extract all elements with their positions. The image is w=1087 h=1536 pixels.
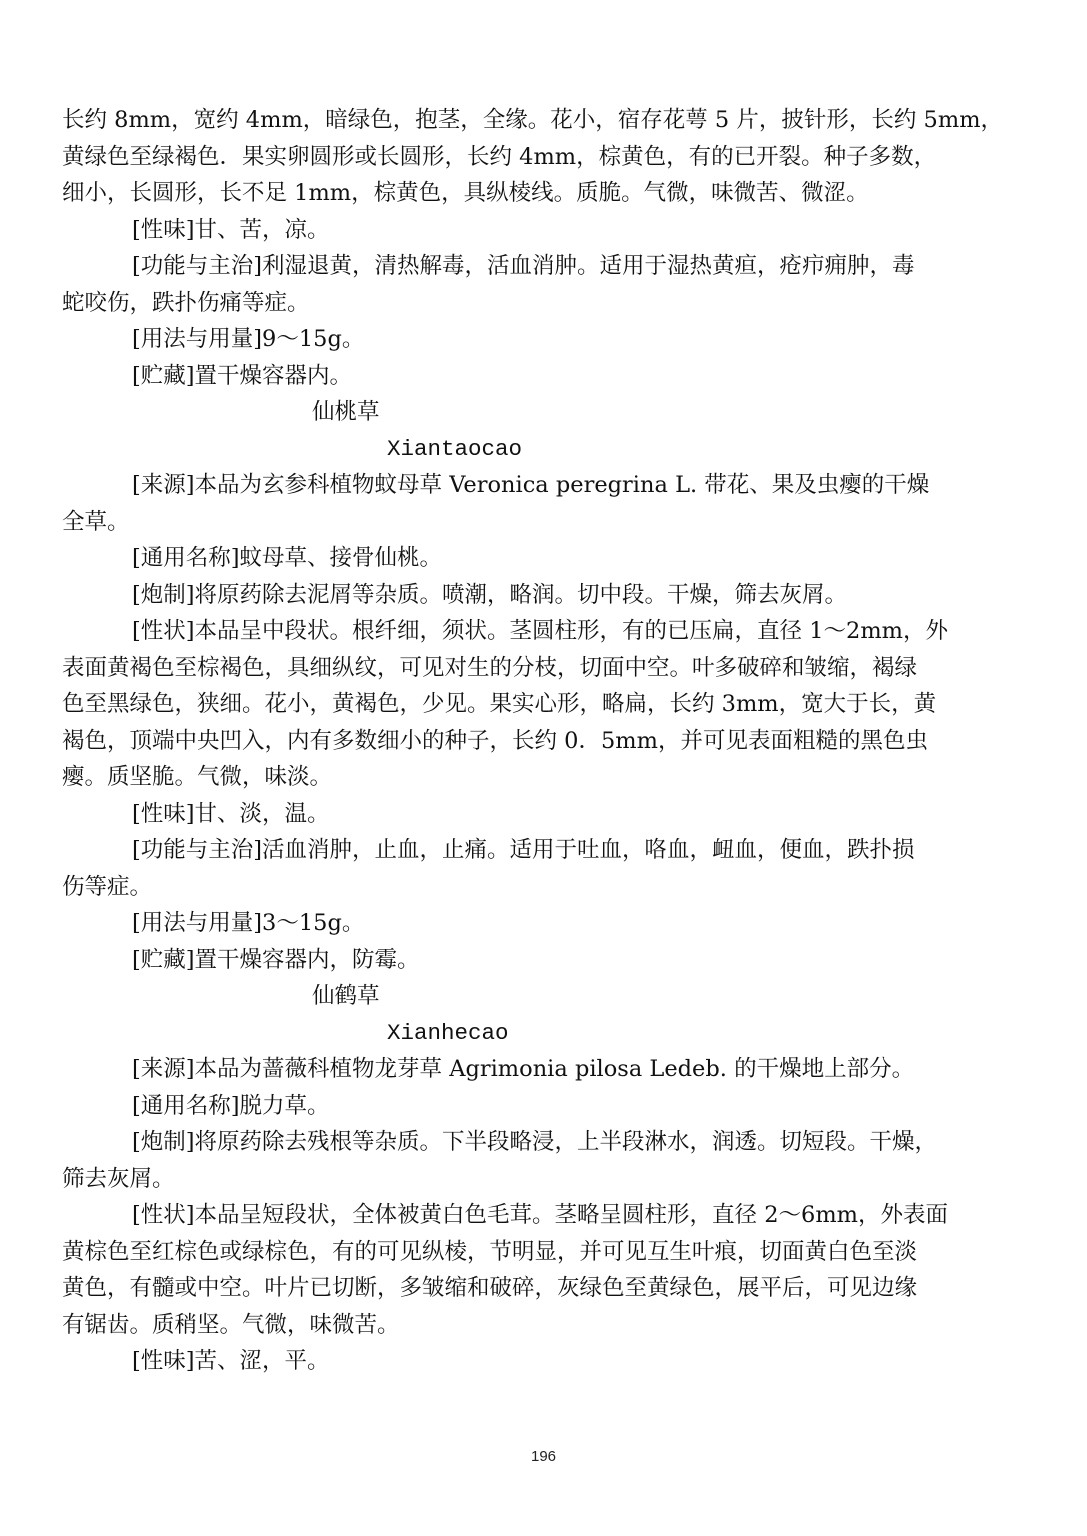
paragraph-line: [炮制]将原药除去泥屑等杂质。喷潮，略润。切中段。干燥，筛去灰屑。	[132, 581, 848, 608]
paragraph-line: 瘿。质坚脆。气微，味淡。	[62, 764, 333, 790]
paragraph-line: [性味]苦、涩，平。	[132, 1348, 330, 1374]
paragraph-line: [性味]甘、苦，凉。	[132, 216, 330, 243]
paragraph-line: [贮藏]置干燥容器内，防霉。	[132, 946, 420, 973]
paragraph-line: 黄色，有髓或中空。叶片已切断，多皱缩和破碎，灰绿色至黄绿色，展平后，可见边缘	[62, 1275, 918, 1301]
page-number: 196	[530, 1448, 557, 1465]
paragraph-line: [性状]本品呈短段状，全体被黄白色毛茸。茎略呈圆柱形，直径 2～6mm，外表面	[132, 1202, 949, 1228]
entry-title: 仙桃草	[312, 399, 380, 425]
paragraph-line: 蛇咬伤，跌扑伤痛等症。	[62, 289, 310, 316]
paragraph-line: 伤等症。	[62, 873, 153, 900]
paragraph-line: 褐色，顶端中央凹入，内有多数细小的种子，长约 0．5mm，并可见表面粗糙的黑色虫	[62, 727, 928, 754]
paragraph-line: 细小，长圆形，长不足 1mm，棕黄色，具纵棱线。质脆。气微，味微苦、微涩。	[62, 180, 869, 206]
paragraph-line: 黄棕色至红棕色或绿棕色，有的可见纵棱，节明显，并可见互生叶痕，切面黄白色至淡	[62, 1238, 918, 1265]
paragraph-line: [性味]甘、淡，温。	[132, 800, 330, 827]
document-body	[62, 102, 1026, 1380]
paragraph-line: [功能与主治]活血消肿，止血，止痛。适用于吐血，咯血，衄血，便血，跌扑损	[132, 837, 915, 863]
paragraph-line: [用法与用量]3～15g。	[132, 910, 365, 936]
entry-title-pinyin: Xiantaocao	[387, 435, 523, 462]
paragraph-line: [来源]本品为蔷薇科植物龙芽草 Agrimonia pilosa Ledeb. 的干燥地上部分。	[132, 1056, 915, 1082]
paragraph-line: 筛去灰屑。	[62, 1165, 175, 1192]
paragraph-line: 表面黄褐色至棕褐色，具细纵纹，可见对生的分枝，切面中空。叶多破碎和皱缩，褐绿	[62, 654, 918, 681]
paragraph-line: 全草。	[62, 508, 130, 535]
paragraph-line: [炮制]将原药除去残根等杂质。下半段略浸，上半段淋水，润透。切短段。干燥，	[132, 1129, 938, 1155]
paragraph-line: 有锯齿。质稍坚。气微，味微苦。	[62, 1311, 400, 1338]
paragraph-line: [来源]本品为玄参科植物蚊母草 Veronica peregrina L. 带花、果及虫瘿的干燥	[132, 472, 930, 498]
paragraph-line: [通用名称]蚊母草、接骨仙桃。	[132, 545, 443, 571]
paragraph-line: [贮藏]置干燥容器内。	[132, 362, 353, 389]
paragraph-line: [功能与主治]利湿退黄，清热解毒，活血消肿。适用于湿热黄疸，疮疖痈肿，毒	[132, 253, 915, 279]
entry-title-pinyin: Xianhecao	[387, 1019, 509, 1046]
paragraph-line: 长约 8mm，宽约 4mm，暗绿色，抱茎，全缘。花小，宿存花萼 5 片，披针形，长约 5mm，	[62, 107, 1004, 133]
entry-title: 仙鹤草	[312, 983, 380, 1009]
paragraph-line: 色至黑绿色，狭细。花小，黄褐色，少见。果实心形，略扁，长约 3mm，宽大于长，黄	[62, 691, 937, 717]
paragraph-line: [性状]本品呈中段状。根纤细，须状。茎圆柱形，有的已压扁，直径 1～2mm，外	[132, 618, 949, 644]
paragraph-line: 黄绿色至绿褐色．果实卵圆形或长圆形，长约 4mm，棕黄色，有的已开裂。种子多数，	[62, 143, 937, 170]
paragraph-line: [用法与用量]9～15g。	[132, 326, 365, 352]
paragraph-line: [通用名称]脱力草。	[132, 1092, 330, 1119]
